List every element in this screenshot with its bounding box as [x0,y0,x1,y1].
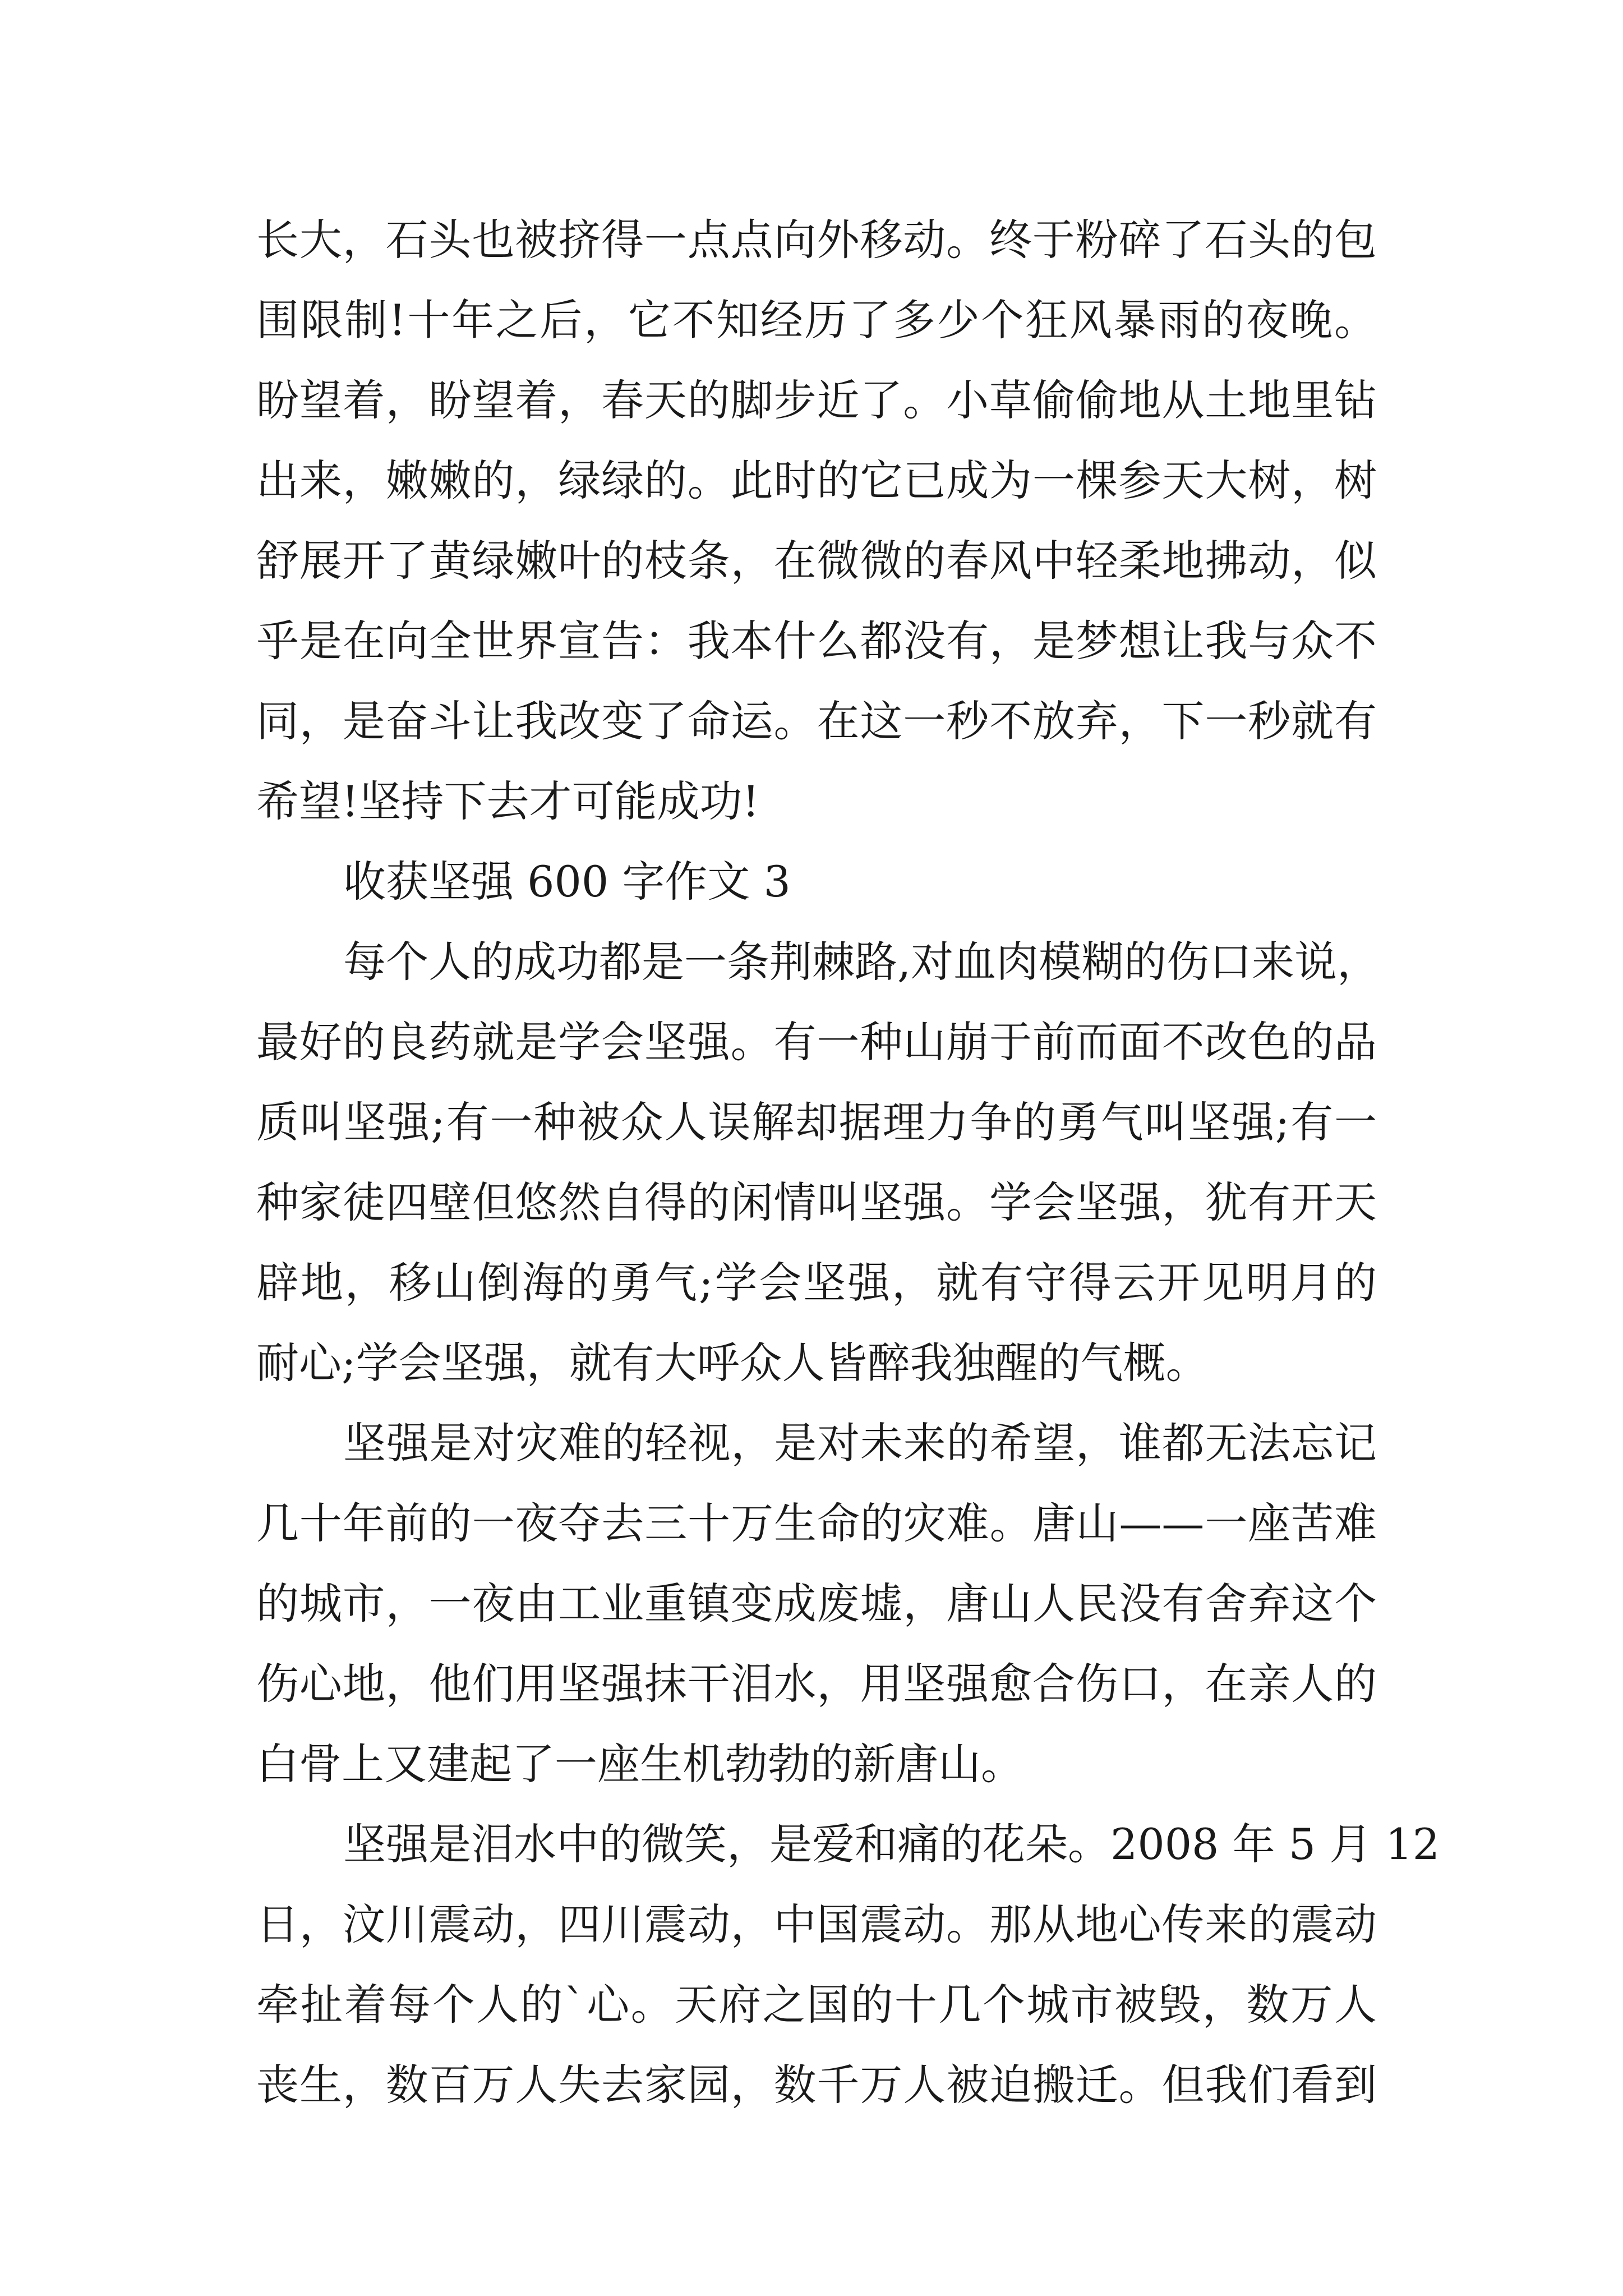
text-line: 耐心;学会坚强，就有大呼众人皆醉我独醒的气概。 [256,1338,1209,1388]
text-line: 围限制!十年之后，它不知经历了多少个狂风暴雨的夜晚。 [256,295,1377,345]
text-line: 同，是奋斗让我改变了命运。在这一秒不放弃，下一秒就有 [256,696,1377,746]
section-heading: 收获坚强 600 字作文 3 [343,857,791,907]
text-line: 几十年前的一夜夺去三十万生命的灾难。唐山——一座苦难 [256,1498,1377,1548]
text-line: 出来，嫩嫩的，绿绿的。此时的它已成为一棵参天大树，树 [256,455,1377,505]
text-line: 白骨上又建起了一座生机勃勃的新唐山。 [256,1739,1023,1789]
text-line: 坚强是对灾难的轻视，是对未来的希望，谁都无法忘记 [343,1418,1377,1468]
text-line: 的城市，一夜由工业重镇变成废墟，唐山人民没有舍弃这个 [256,1579,1377,1628]
text-line: 坚强是泪水中的微笑，是爱和痛的花朵。2008 年 5 月 12 [343,1819,1440,1869]
text-line: 牵扯着每个人的`心。天府之国的十几个城市被毁，数万人 [256,1980,1377,2030]
text-line: 质叫坚强;有一种被众人误解却据理力争的勇气叫坚强;有一 [256,1097,1377,1147]
text-line: 乎是在向全世界宣告：我本什么都没有，是梦想让我与众不 [256,616,1377,666]
text-line: 希望!坚持下去才可能成功! [256,776,760,826]
text-line: 丧生，数百万人失去家园，数千万人被迫搬迁。但我们看到 [256,2060,1377,2110]
text-line: 长大，石头也被挤得一点点向外移动。终于粉碎了石头的包 [256,215,1377,265]
text-line: 伤心地，他们用坚强抹干泪水，用坚强愈合伤口，在亲人的 [256,1659,1377,1709]
text-line: 最好的良药就是学会坚强。有一种山崩于前而面不改色的品 [256,1017,1377,1067]
text-line: 每个人的成功都是一条荆棘路,对血肉模糊的伤口来说， [343,937,1380,987]
text-line: 舒展开了黄绿嫩叶的枝条，在微微的春风中轻柔地拂动，似 [256,536,1377,586]
text-line: 种家徒四壁但悠然自得的闲情叫坚强。学会坚强，犹有开天 [256,1177,1377,1227]
text-line: 日，汶川震动，四川震动，中国震动。那从地心传来的震动 [256,1899,1377,1949]
text-line: 辟地，移山倒海的勇气;学会坚强，就有守得云开见明月的 [256,1258,1377,1308]
text-line: 盼望着，盼望着，春天的脚步近了。小草偷偷地从土地里钻 [256,375,1377,425]
